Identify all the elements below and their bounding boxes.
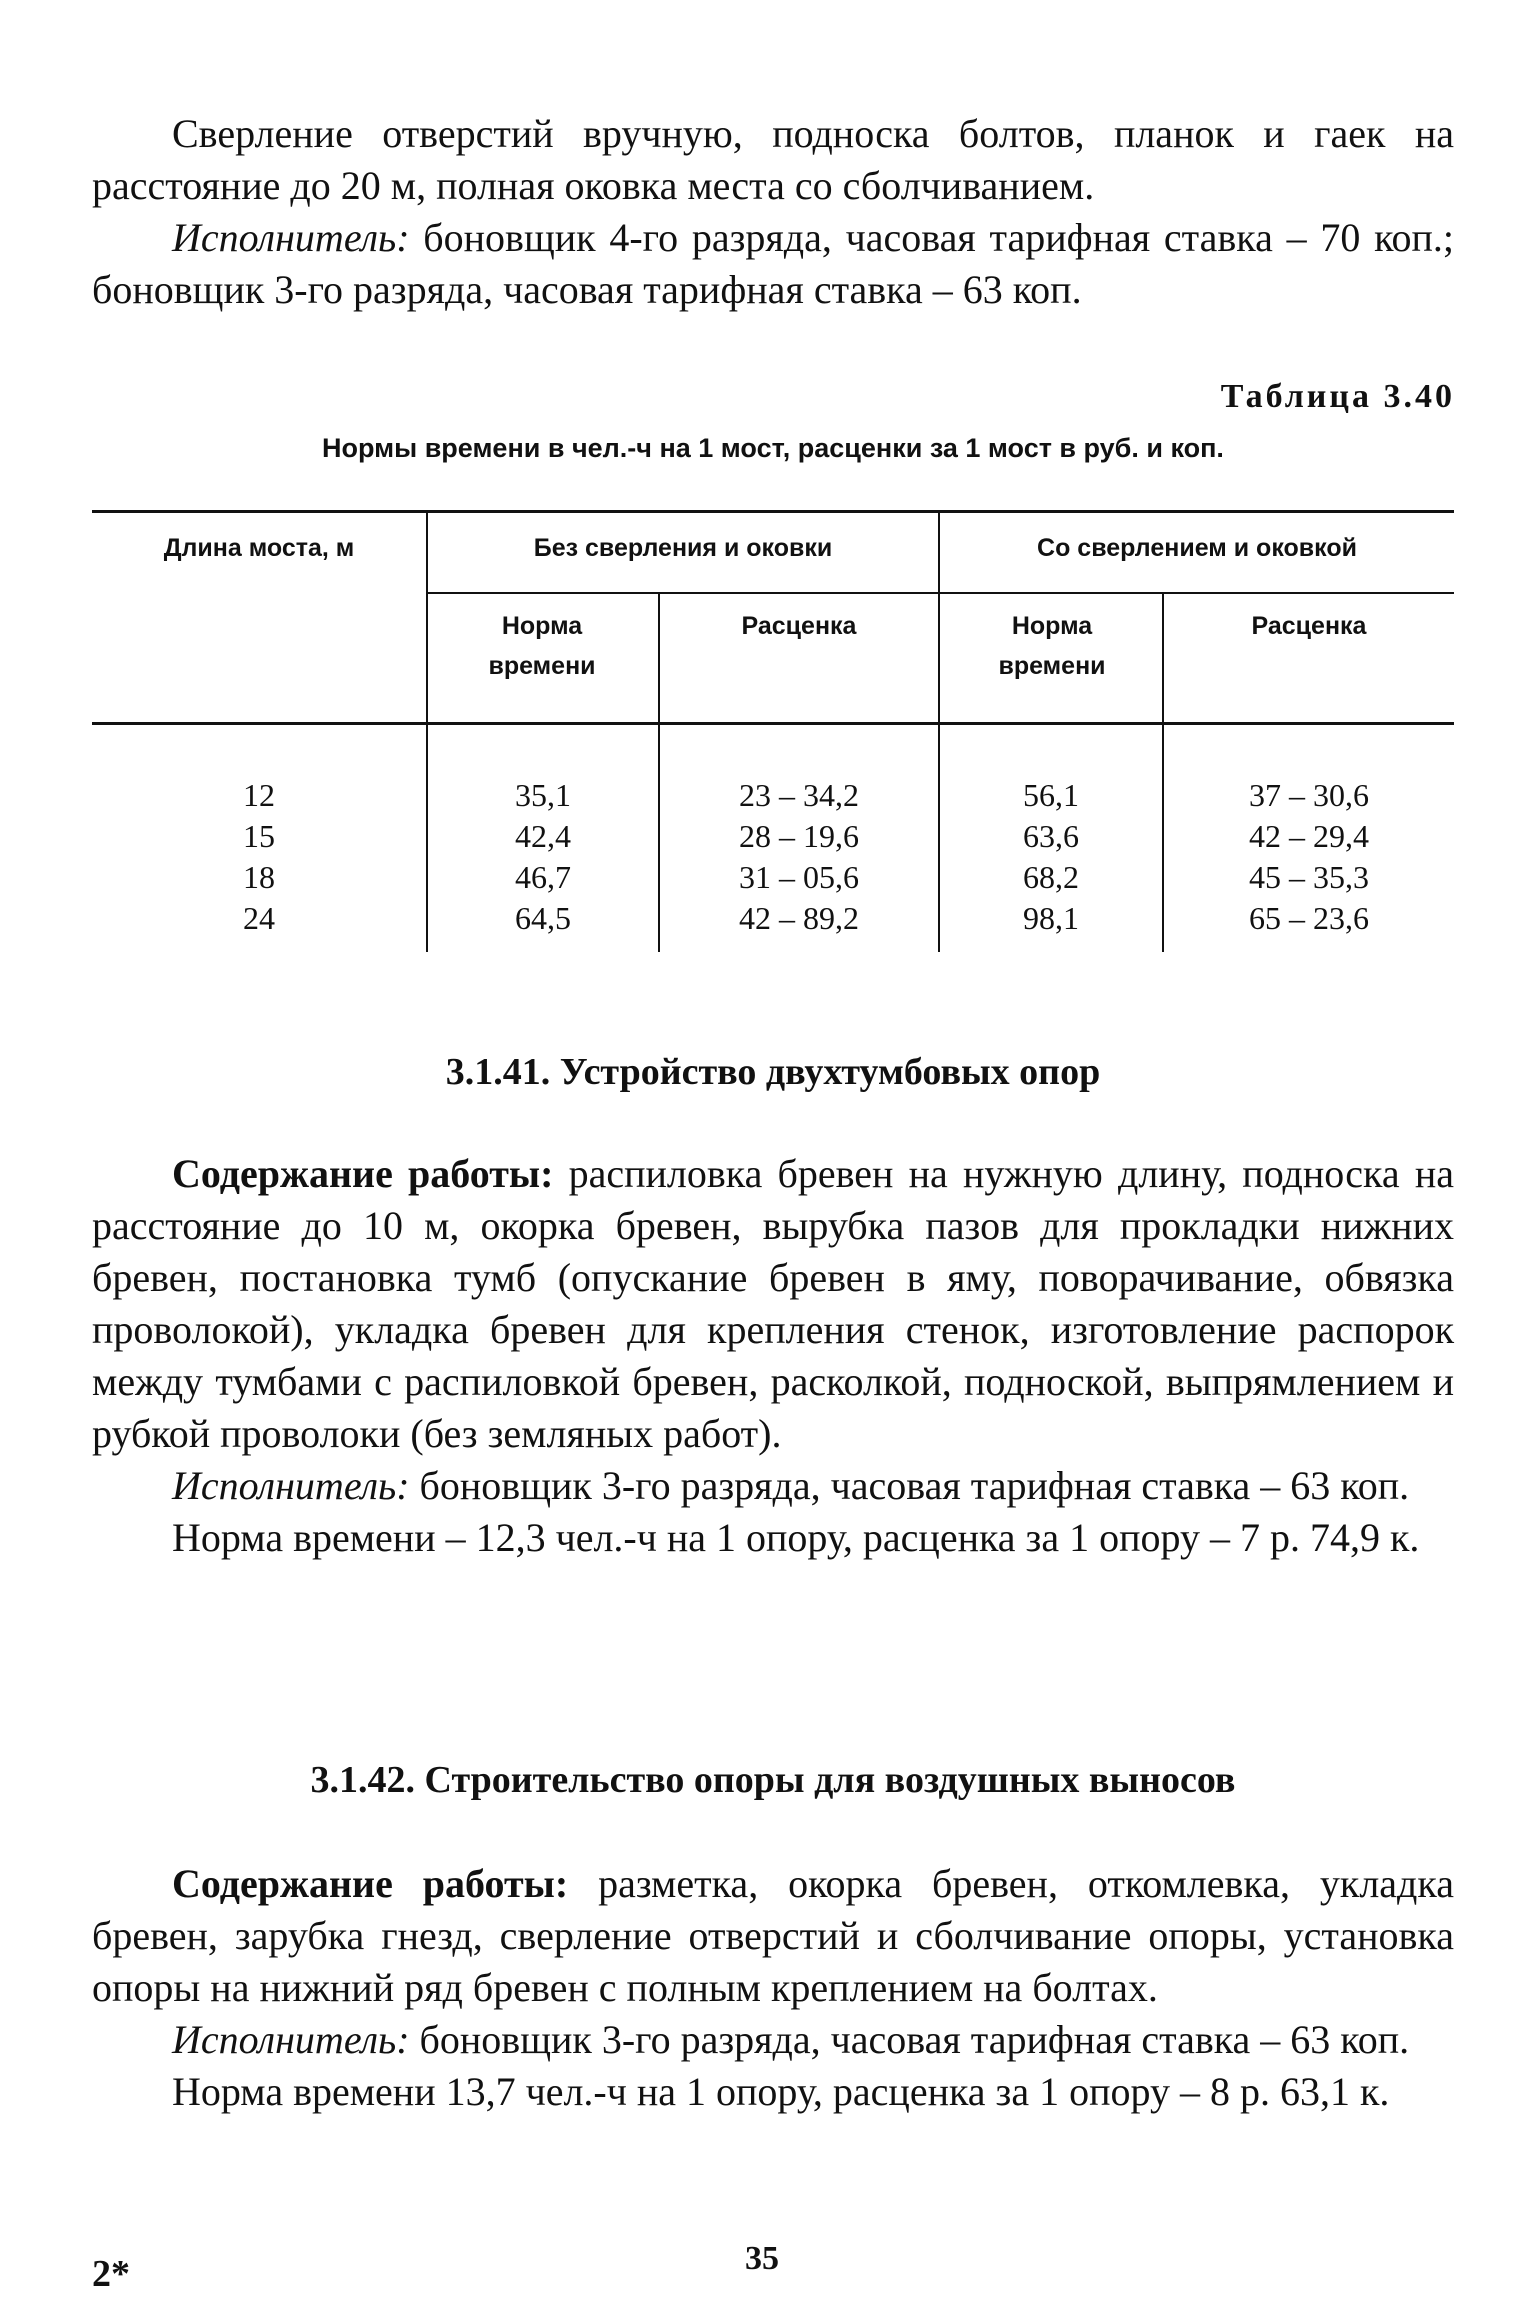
table-cell: 45 – 35,3 bbox=[1249, 859, 1369, 895]
table-group-rule bbox=[428, 592, 1454, 594]
section-41-body bbox=[92, 1148, 1454, 1564]
content-label: Содержание работы: bbox=[172, 1151, 554, 1196]
section-42-content bbox=[92, 1858, 1454, 2014]
table-cell: 23 – 34,2 bbox=[739, 777, 859, 813]
performer-text: боновщик 4-го разряда, часовая тарифная ставка – 70 коп.; боновщик 3-го разряда, часовая тарифная ставка – 63 коп. bbox=[92, 215, 1454, 312]
table-caption: Таблица 3.40 bbox=[1220, 378, 1455, 415]
table-title: Нормы времени в чел.-ч на 1 мост, расценки за 1 мост в руб. и коп. bbox=[322, 433, 1224, 463]
table-cell: 98,1 bbox=[1023, 900, 1079, 936]
table-cell: 63,6 bbox=[1023, 818, 1079, 854]
performer-text: боновщик 3-го разряда, часовая тарифная ставка – 63 коп. bbox=[409, 2017, 1410, 2062]
column-price-1 bbox=[660, 775, 938, 939]
header-group-with: Со сверлением и оковкой bbox=[1037, 534, 1357, 562]
table-cell: 42 – 89,2 bbox=[739, 900, 859, 936]
table-cell: 28 – 19,6 bbox=[739, 818, 859, 854]
header-length: Длина моста, м bbox=[163, 534, 355, 562]
section-42-norm: Норма времени 13,7 чел.-ч на 1 опору, расценка за 1 опору – 8 р. 63,1 к. bbox=[172, 2069, 1390, 2114]
table-cell: 18 bbox=[243, 859, 275, 895]
table-cell: 31 – 05,6 bbox=[739, 859, 859, 895]
intro-paragraph: Сверление отверстий вручную, подноска болтов, планок и гаек на расстояние до 20 м, полная оковка места со сболчиванием. bbox=[92, 111, 1454, 208]
table-cell: 24 bbox=[243, 900, 275, 936]
performer-label: Исполнитель: bbox=[172, 215, 410, 260]
table-cell: 15 bbox=[243, 818, 275, 854]
table-cell: 35,1 bbox=[515, 777, 571, 813]
section-42-performer bbox=[92, 2014, 1454, 2066]
header-price-1: Расценка bbox=[741, 612, 857, 640]
header-norm-1: Норма времени bbox=[488, 612, 596, 680]
section-heading-42: 3.1.42. Строительство опоры для воздушных выносов bbox=[310, 1759, 1236, 1801]
page-number: 35 bbox=[745, 2240, 779, 2277]
norms-table bbox=[92, 500, 1454, 960]
column-norm-2 bbox=[940, 775, 1162, 939]
table-cell: 68,2 bbox=[1023, 859, 1079, 895]
table-cell: 42,4 bbox=[515, 818, 571, 854]
header-price-2: Расценка bbox=[1251, 612, 1367, 640]
section-41-performer bbox=[92, 1460, 1454, 1512]
section-heading-41: 3.1.41. Устройство двухтумбовых опор bbox=[445, 1051, 1101, 1093]
table-cell: 37 – 30,6 bbox=[1249, 777, 1369, 813]
content-text: распиловка бревен на нужную длину, подноска на расстояние до 10 м, окорка бревен, вырубка пазов для прокладки нижних бревен, постановка тумб (опускание бревен в яму, поворачивание, обвязка проволокой), укладка бревен для крепления стенок, изготовление распорок между тумбами с распиловкой бревен, расколкой, подноской, выпрямлением и рубкой проволоки (без земляных работ). bbox=[92, 1151, 1454, 1456]
table-cell: 64,5 bbox=[515, 900, 571, 936]
intro-performer bbox=[92, 212, 1454, 316]
table-cell: 65 – 23,6 bbox=[1249, 900, 1369, 936]
column-norm-1 bbox=[428, 775, 658, 939]
performer-label: Исполнитель: bbox=[172, 1463, 410, 1508]
table-head-rule bbox=[92, 722, 1454, 725]
table-cell: 56,1 bbox=[1023, 777, 1079, 813]
table-cell: 46,7 bbox=[515, 859, 571, 895]
table-cell: 42 – 29,4 bbox=[1249, 818, 1369, 854]
performer-label: Исполнитель: bbox=[172, 2017, 410, 2062]
performer-text: боновщик 3-го разряда, часовая тарифная ставка – 63 коп. bbox=[409, 1463, 1410, 1508]
content-label: Содержание работы: bbox=[172, 1861, 569, 1906]
intro-block bbox=[92, 108, 1454, 316]
header-group-without: Без сверления и оковки bbox=[533, 534, 833, 562]
header-norm-2: Норма времени bbox=[998, 612, 1106, 680]
section-41-content bbox=[92, 1148, 1454, 1460]
table-cell: 12 bbox=[243, 777, 275, 813]
signature-mark: 2* bbox=[92, 2253, 130, 2295]
content-text: разметка, окорка бревен, откомлевка, укладка бревен, зарубка гнезд, сверление отверстий и сболчивание опоры, установка опоры на нижний ряд бревен с полным креплением на болтах. bbox=[92, 1861, 1454, 2010]
table-top-rule bbox=[92, 510, 1454, 513]
section-42-body bbox=[92, 1858, 1454, 2118]
column-price-2 bbox=[1164, 775, 1454, 939]
section-41-norm: Норма времени – 12,3 чел.-ч на 1 опору, расценка за 1 опору – 7 р. 74,9 к. bbox=[172, 1515, 1420, 1560]
column-length bbox=[92, 775, 426, 939]
